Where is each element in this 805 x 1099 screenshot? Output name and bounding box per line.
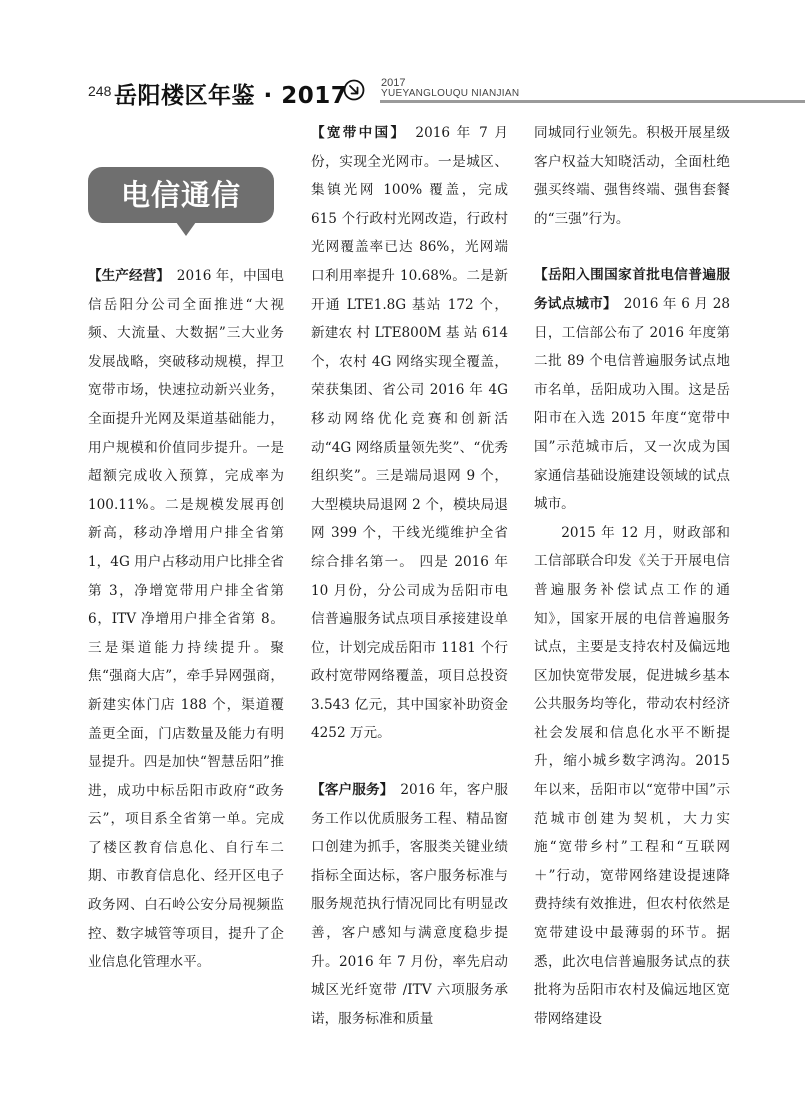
paragraph-text: 2016 年，中国电信岳阳分公司全面推进“大视频、大流量、大数据”三大业务发展战略，突破移动规模，捍卫宽带市场，快速拉动新兴业务，全面提升光网及渠道基础能力，用户规模和价值同步提升。一是超额完成收入预算，完成率为 100.11%。二是规模发展再创新高，移动净增用户排全省第 1，4G 用户占移动用户比排全省第 3，净增宽带用户排全省第 6，ITV 净增用户排全省第 8。三是渠道能力持续提升。聚焦“强商大店”，牵手异网强商，新建实体门店 188 个，渠道覆盖更全面，门店数量及能力有明显提升。四是加快“智慧岳阳”推进，成功中标岳阳市政府“政务云”，项目系全省第一单。完成了楼区教育信息化、自行车二期、市教育信息化、经开区电子政务网、白石岭公安分局视频监控、数字城管等项目，提升了企业信息化管理水平。: [88, 268, 284, 971]
paragraph-text: 2016 年 6 月 28 日，工信部公布了 2016 年度第二批 89 个电信普遍服务试点地市名单，岳阳成功入围。这是岳阳市在入选 2015 年度“宽带中国”示范城市后，又一次成为国家通信基础设施建设领域的试点城市。: [534, 295, 731, 513]
section-title: 电信通信: [120, 178, 241, 212]
section-heading-production: 【生产经营】: [88, 268, 164, 284]
paragraph-notice: 2015 年 12 月，财政部和工信部联合印发《关于开展电信普遍服务补偿试点工作的通知》，国家开展的电信普遍服务试点，主要是支持农村及偏远地区加快宽带发展，促进城乡基本公共服务均等化，带动农村经济社会发展和信息化水平不断提升，缩小城乡数字鸿沟。2015 年以来，岳阳市以“宽带中国”示范城市创建为契机，大力实施“宽带乡村”工程和“互联网＋”行动，宽带网络建设提速降费持续有效推进，但农村依然是宽带建设中最薄弱的环节。据悉，此次电信普遍服务试点的获批将为岳阳市农村及偏远地区宽带网络建设: [534, 524, 730, 1027]
spacer: [534, 233, 730, 261]
paragraph-customer-service-cont: 同城同行业领先。积极开展星级客户权益大知晓活动，全面杜绝强买终端、强售终端、强售套餐的“三强”行为。: [534, 125, 730, 227]
header-year: 2017: [381, 77, 406, 89]
section-badge-pointer: [176, 222, 196, 236]
paragraph-pilot-city: [534, 261, 730, 518]
circled-arrow-icon: [343, 79, 365, 101]
section-heading-customer-service: 【客户服务】: [311, 782, 387, 799]
page-number: 248: [88, 83, 112, 99]
section-badge: [88, 167, 274, 223]
paragraph-text: 2016 年 7 月份，实现全光网市。一是城区、集镇光网 100% 覆盖，完成 615 个行政村光网改造，行政村光网覆盖率已达 86%，光网端口利用率提升 10.68%。二是新开通 LTE1.8G 基站 172 个，新建农 村 LTE800M 基 站 614 个，农村 4G 网络实现全覆盖，荣获集团、省公司 2016 年 4G 移动网络优化竞赛和创新活动“4G 网络质量领先奖”、“优秀组织奖”。三是端局退网 9 个，大型模块局退网 2 个，模块局退网 399 个，干线光缆维护全省综合排名第一。 四是 2016 年 10 月份，分公司成为岳阳市电信普遍服务试点项目承接建设单位，计划完成岳阳市 1181 个行政村宽带网络覆盖，项目总投资 3.543 亿元，其中国家补助资金 4252 万元。: [311, 125, 508, 742]
section-heading-broadband: 【宽带中国】: [311, 125, 400, 141]
paragraph-broadband: [311, 119, 508, 748]
column-1: [88, 262, 284, 977]
header-pinyin: YUEYANGLOUQU NIANJIAN: [381, 88, 520, 99]
header-rule: [380, 100, 805, 103]
section-heading-pilot-city: 【岳阳入围国家首批电信普遍服务试点城市】: [534, 267, 730, 312]
paragraph-production: [88, 262, 284, 977]
book-title: 岳阳楼区年鉴 · 2017: [114, 83, 348, 109]
spacer: [311, 748, 508, 776]
paragraph-customer-service: [311, 776, 508, 1033]
running-header: [0, 74, 805, 114]
paragraph-text: 2016 年，客户服务工作以优质服务工程、精品窗口创建为抓手，客服类关键业绩指标全面达标，客户服务标准与服务规范执行情况同比有明显改善，客户感知与满意度稳步提升。2016 年 7 月份，率先启动城区光纤宽带 /ITV 六项服务承诺，服务标准和质量: [311, 782, 509, 1027]
column-3: [534, 119, 730, 1033]
column-2: [311, 119, 508, 1033]
